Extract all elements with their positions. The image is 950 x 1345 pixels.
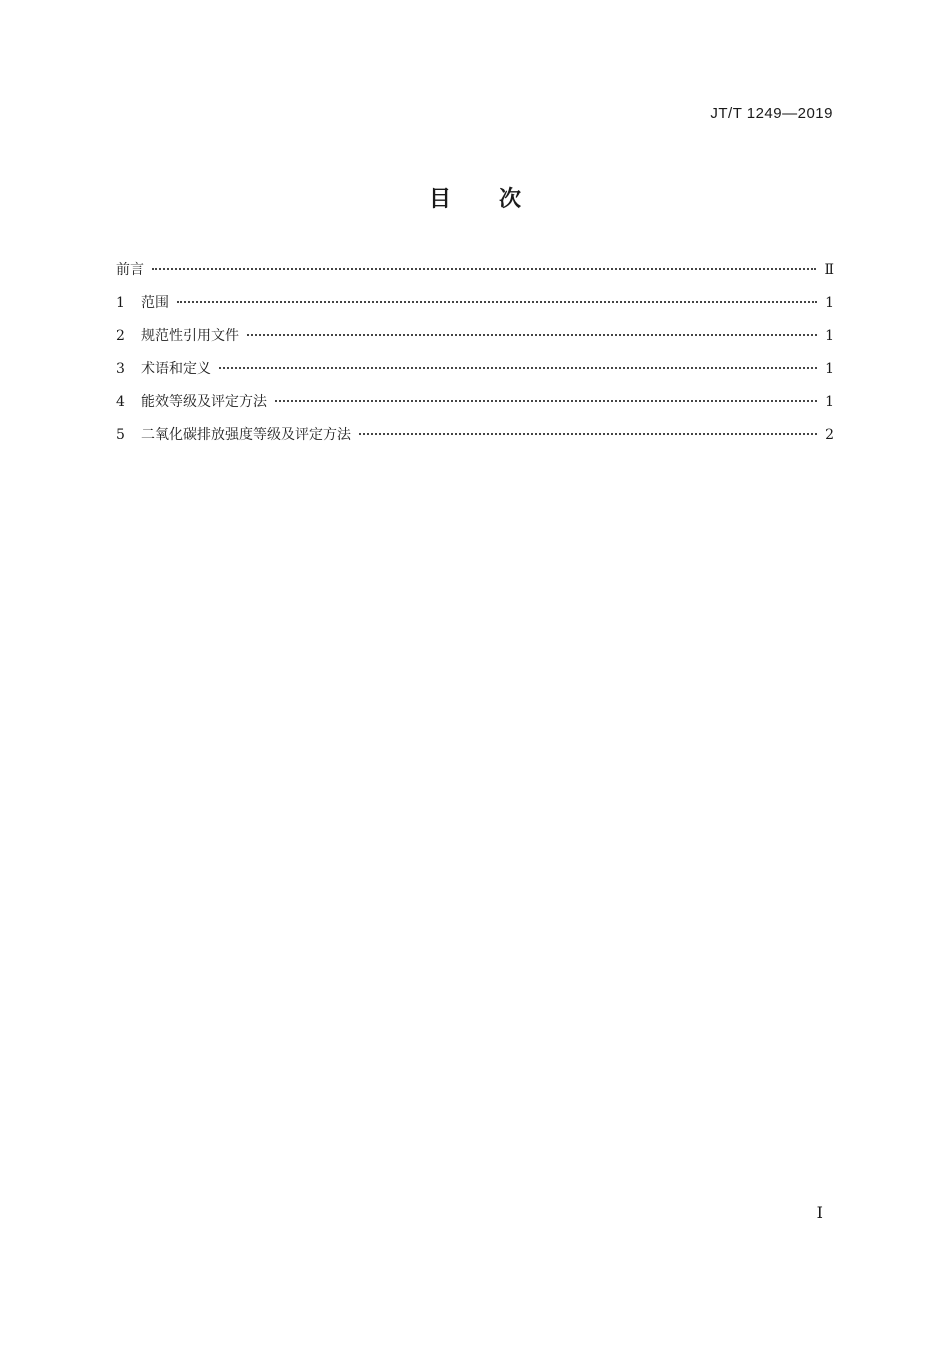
toc-item-label: 二氧化碳排放强度等级及评定方法 bbox=[141, 427, 351, 443]
toc-item-number: 2 bbox=[116, 328, 125, 344]
toc-item-page: 1 bbox=[825, 328, 834, 344]
toc-item-page: 2 bbox=[825, 427, 834, 443]
toc-item-page: 1 bbox=[825, 361, 834, 377]
page-number: I bbox=[816, 1203, 823, 1222]
toc-item-foreword[interactable] bbox=[116, 257, 834, 290]
toc-dot-leader bbox=[152, 268, 816, 270]
toc-item-energy-efficiency[interactable] bbox=[116, 389, 834, 422]
toc-item-number: 5 bbox=[116, 427, 125, 443]
standard-number: JT/T 1249—2019 bbox=[710, 105, 833, 122]
toc-item-label: 前言 bbox=[116, 262, 144, 278]
toc-item-label: 术语和定义 bbox=[141, 361, 211, 377]
toc-dot-leader bbox=[247, 334, 817, 336]
toc-dot-leader bbox=[219, 367, 817, 369]
title-char-2: 次 bbox=[499, 187, 522, 212]
toc-item-page: 1 bbox=[825, 295, 834, 311]
toc-item-normative-references[interactable] bbox=[116, 323, 834, 356]
toc-item-label: 范围 bbox=[141, 295, 169, 311]
toc-dot-leader bbox=[359, 433, 817, 435]
toc-item-number: 3 bbox=[116, 361, 125, 377]
toc-item-scope[interactable] bbox=[116, 290, 834, 323]
toc-item-terms-definitions[interactable] bbox=[116, 356, 834, 389]
title-char-1: 目 bbox=[428, 187, 451, 212]
toc-list bbox=[116, 257, 834, 455]
toc-dot-leader bbox=[275, 400, 817, 402]
toc-item-page: Ⅱ bbox=[824, 262, 834, 278]
toc-item-label: 能效等级及评定方法 bbox=[141, 394, 267, 410]
toc-item-co2-intensity[interactable] bbox=[116, 422, 834, 455]
toc-item-number: 4 bbox=[116, 394, 125, 410]
toc-dot-leader bbox=[177, 301, 817, 303]
page-title bbox=[0, 182, 950, 213]
toc-item-number: 1 bbox=[116, 295, 125, 311]
toc-item-page: 1 bbox=[825, 394, 834, 410]
toc-item-label: 规范性引用文件 bbox=[141, 328, 239, 344]
